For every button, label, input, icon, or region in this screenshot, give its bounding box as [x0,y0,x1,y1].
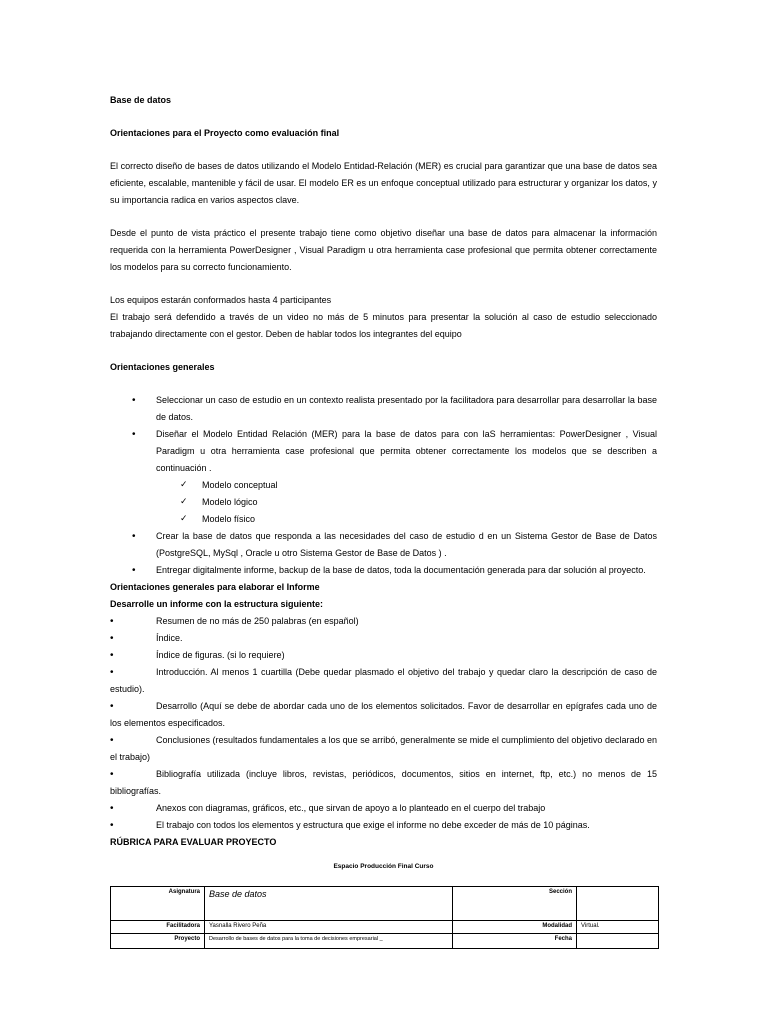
list-item: • El trabajo con todos los elementos y estructura que exige el informe no debe exceder de más de 10 páginas. [110,817,657,834]
list-item: • Índice de figuras. (si lo requiere) [110,647,657,664]
objective-paragraph: Desde el punto de vista práctico el presente trabajo tiene como objetivo diseñar una base de datos para almacenar la información requerida con la herramienta PowerDesigner , Visual Paradigm u otra herramienta case profesional que permita obtener correctamente los modelos para su correcto funcionamiento. [110,228,657,272]
facilitadora-label: Facilitadora [111,921,205,934]
rubric-table [110,886,659,949]
list-item: • Resumen de no más de 250 palabras (en español) [110,613,657,630]
list-item: ✓ Modelo conceptual [156,477,657,494]
seccion-label: Sección [453,887,577,921]
intro-paragraph: El correcto diseño de bases de datos utilizando el Modelo Entidad-Relación (MER) es crucial para garantizar que una base de datos sea eficiente, escalable, mantenible y fácil de usar. El modelo ER es un enfoque conceptual utilizado para estructurar y organizar los datos, y su importancia radica en varios aspectos clave. [110,161,657,205]
report-heading: Orientaciones generales para elaborar el Informe [110,582,320,592]
report-list [110,613,657,834]
proyecto-label: Proyecto [111,934,205,949]
list-item: • Índice. [110,630,657,647]
fecha-label: Fecha [453,934,577,949]
list-item: • Conclusiones (resultados fundamentales a los que se arribó, generalmente se mide el cumplimiento del objetivo declarado en el trabajo) [110,732,657,766]
asignatura-value: Base de datos [205,887,453,921]
bullet-icon: • [110,803,114,814]
table-row [111,921,659,934]
document-body [110,92,657,949]
seccion-value [577,887,659,921]
list-item: • Introducción. Al menos 1 cuartilla (Debe quedar plasmado el objetivo del trabajo y quedar claro la descripción de caso de estudio). [110,664,657,698]
table-row [111,887,659,921]
bullet-icon: • [110,769,114,780]
table-row [111,934,659,949]
list-item: • Bibliografía utilizada (incluye libros, revistas, periódicos, documentos, sitios en internet, ftp, etc.) no menos de 15 bibliografías. [110,766,657,800]
bullet-icon: • [132,565,136,576]
document-subtitle: Orientaciones para el Proyecto como evaluación final [110,128,340,138]
bullet-icon: • [110,820,114,831]
bullet-icon: • [110,701,114,712]
general-heading: Orientaciones generales [110,362,215,372]
space-title: Espacio Producción Final Curso [333,863,434,870]
bullet-icon: • [110,735,114,746]
general-list [110,392,657,579]
modalidad-label: Modalidad [453,921,577,934]
checkmark-icon: ✓ [180,496,188,506]
checkmark-icon: ✓ [180,513,188,523]
fecha-value [577,934,659,949]
bullet-icon: • [132,395,136,406]
bullet-icon: • [110,650,114,661]
list-item: • Crear la base de datos que responda a las necesidades del caso de estudio d en un Sistema Gestor de Base de Datos (PostgreSQL, MySql , Oracle u otro Sistema Gestor de Base de Datos ) . [110,528,657,562]
facilitadora-value: Yasnalla Rivero Peña [205,921,453,934]
list-item: ✓ Modelo físico [156,511,657,528]
models-list [156,477,657,528]
bullet-icon: • [132,531,136,542]
list-item: • Desarrollo (Aquí se debe de abordar cada uno de los elementos solicitados. Favor de desarrollar en epígrafes cada uno de los elementos especificados. [110,698,657,732]
modalidad-value: Virtual. [577,921,659,934]
checkmark-icon: ✓ [180,479,188,489]
document-title: Base de datos [110,95,172,105]
asignatura-label: Asignatura [111,887,205,921]
list-item: ✓ Modelo lógico [156,494,657,511]
list-item: • Entregar digitalmente informe, backup de la base de datos, toda la documentación generada para dar solución al proyecto. [110,562,657,579]
proyecto-value: Desarrollo de bases de datos para la toma de decisiones empresarial _ [205,934,453,949]
bullet-icon: • [110,616,114,627]
report-subheading: Desarrolle un informe con la estructura siguiente: [110,599,324,609]
teams-paragraph: Los equipos estarán conformados hasta 4 participantes [110,295,332,305]
bullet-icon: • [110,667,114,678]
bullet-icon: • [132,429,136,440]
list-item: • Anexos con diagramas, gráficos, etc., que sirvan de apoyo a lo planteado en el cuerpo del trabajo [110,800,657,817]
defense-paragraph: El trabajo será defendido a través de un video no más de 5 minutos para presentar la solución al caso de estudio seleccionado trabajando directamente con el gestor. Deben de hablar todos los integrantes del equipo [110,312,657,339]
bullet-icon: • [110,633,114,644]
list-item: • Diseñar el Modelo Entidad Relación (MER) para la base de datos para con laS herramientas: PowerDesigner , Visual Paradigm u otra herramienta case profesional que permita obtener correctamente los modelos que se describen a continuación . ✓ Modelo conceptual ✓ Modelo lógico ✓ Modelo físico [110,426,657,528]
list-item: • Seleccionar un caso de estudio en un contexto realista presentado por la facilitadora para desarrollar para desarrollar la base de datos. [110,392,657,426]
rubric-heading: RÚBRICA PARA EVALUAR PROYECTO [110,837,277,847]
